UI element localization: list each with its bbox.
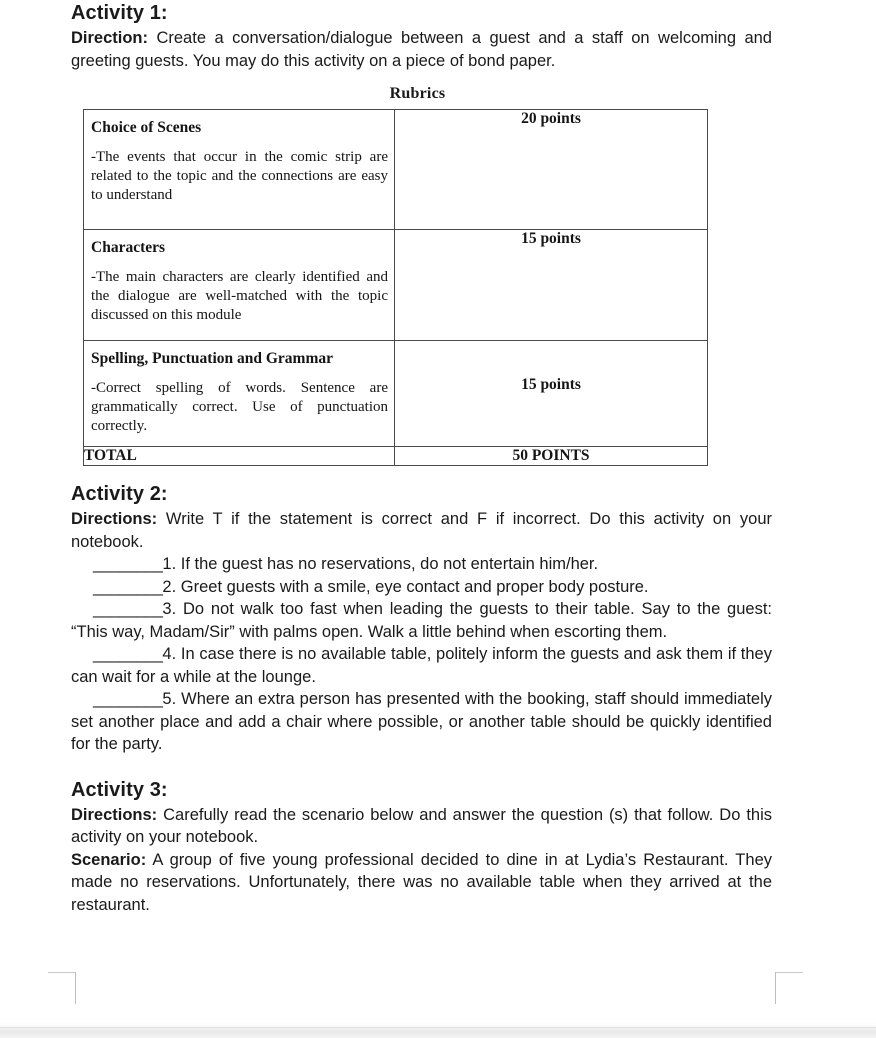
list-item: [71, 598, 772, 643]
table-row: [84, 110, 708, 230]
list-item: [71, 576, 772, 599]
activity-2-directions-text: Write T if the statement is correct and F if incorrect. Do this activity on your notebook.: [71, 510, 772, 551]
activity-3-directions-text: Carefully read the scenario below and answer the question (s) that follow. Do this activity on your notebook.: [71, 805, 772, 846]
table-row: [84, 341, 708, 447]
rubric-criterion-title: Spelling, Punctuation and Grammar: [91, 350, 333, 367]
answer-blank[interactable]: ________: [93, 600, 163, 618]
answer-blank[interactable]: ________: [93, 645, 163, 663]
answer-blank[interactable]: ________: [93, 577, 163, 596]
activity-3-scenario-label: Scenario:: [71, 850, 147, 869]
activity-3-directions: [71, 804, 772, 849]
rubric-criterion-cell: [84, 230, 395, 341]
rubric-criterion-cell: [84, 110, 395, 230]
list-item-text: 4. In case there is no available table, politely inform the guests and ask them if they can wait for a while at the lounge.: [71, 645, 772, 686]
spacer: [71, 756, 772, 777]
activity-1-direction: [71, 27, 772, 72]
rubric-points-cell: 20 points: [395, 110, 708, 230]
answer-blank[interactable]: ________: [93, 690, 163, 708]
page-bottom-edge: [0, 1016, 876, 1038]
rubric-criterion-title: Choice of Scenes: [91, 119, 202, 136]
rubric-criterion-title: Characters: [91, 239, 166, 256]
rubric-criterion-cell: [84, 341, 395, 447]
activity-3-scenario-text: A group of five young professional decided to dine in at Lydia’s Restaurant. They made no reservations. Unfortunately, there was no available table when they arrived at the restaurant.: [71, 850, 772, 914]
table-row-total: [84, 447, 708, 466]
rubrics-table: [83, 109, 708, 466]
rubric-criterion-description: -The events that occur in the comic strip are related to the topic and the connections are easy to understand: [91, 149, 388, 203]
table-row: [84, 230, 708, 341]
crop-mark-left: [48, 972, 76, 1004]
list-item-text: 1. If the guest has no reservations, do not entertain him/her.: [162, 555, 599, 573]
activity-1-section: [71, 0, 772, 466]
rubrics-table-wrapper: [83, 109, 707, 466]
list-item-text: 3. Do not walk too fast when leading the guests to their table. Say to the guest: “This way, Madam/Sir” with palms open. Walk a little behind when escorting them.: [71, 600, 772, 641]
list-item: [71, 688, 772, 756]
page-edge-line: [0, 1027, 876, 1028]
list-item: [71, 643, 772, 688]
activity-1-direction-label: Direction:: [71, 29, 149, 47]
activity-3-section: [71, 777, 772, 917]
rubric-criterion-description: -Correct spelling of words. Sentence are grammatically correct. Use of punctuation correctly.: [91, 380, 388, 434]
activity-2-section: [71, 481, 772, 756]
activity-2-directions-label: Directions:: [71, 510, 158, 528]
activity-3-directions-label: Directions:: [71, 805, 158, 824]
activity-2-directions: [71, 508, 772, 553]
activity-1-title: Activity 1:: [71, 2, 168, 24]
rubric-total-label: TOTAL: [84, 447, 395, 466]
rubric-points-cell: 15 points: [395, 230, 708, 341]
activity-3-scenario: [71, 849, 772, 917]
crop-mark-right: [775, 972, 803, 1004]
activity-3-title: Activity 3:: [71, 778, 168, 801]
page-content: [71, 0, 772, 916]
rubric-total-points: 50 POINTS: [395, 447, 708, 466]
activity-2-title: Activity 2:: [71, 483, 168, 505]
spacer: [71, 466, 772, 481]
list-item-text: 5. Where an extra person has presented with the booking, staff should immediately set another place and add a chair where possible, or another table should be quickly identified for the party.: [71, 690, 772, 753]
activity-1-direction-text: Create a conversation/dialogue between a guest and a staff on welcoming and greeting guests. You may do this activity on a piece of bond paper.: [71, 29, 772, 70]
answer-blank[interactable]: ________: [93, 555, 163, 573]
rubric-points-cell: 15 points: [395, 341, 708, 447]
rubric-criterion-description: -The main characters are clearly identified and the dialogue are well-matched with the topic discussed on this module: [91, 269, 388, 323]
list-item-text: 2. Greet guests with a smile, eye contact and proper body posture.: [162, 577, 649, 596]
list-item: [71, 553, 772, 576]
rubrics-heading: Rubrics: [389, 85, 446, 102]
